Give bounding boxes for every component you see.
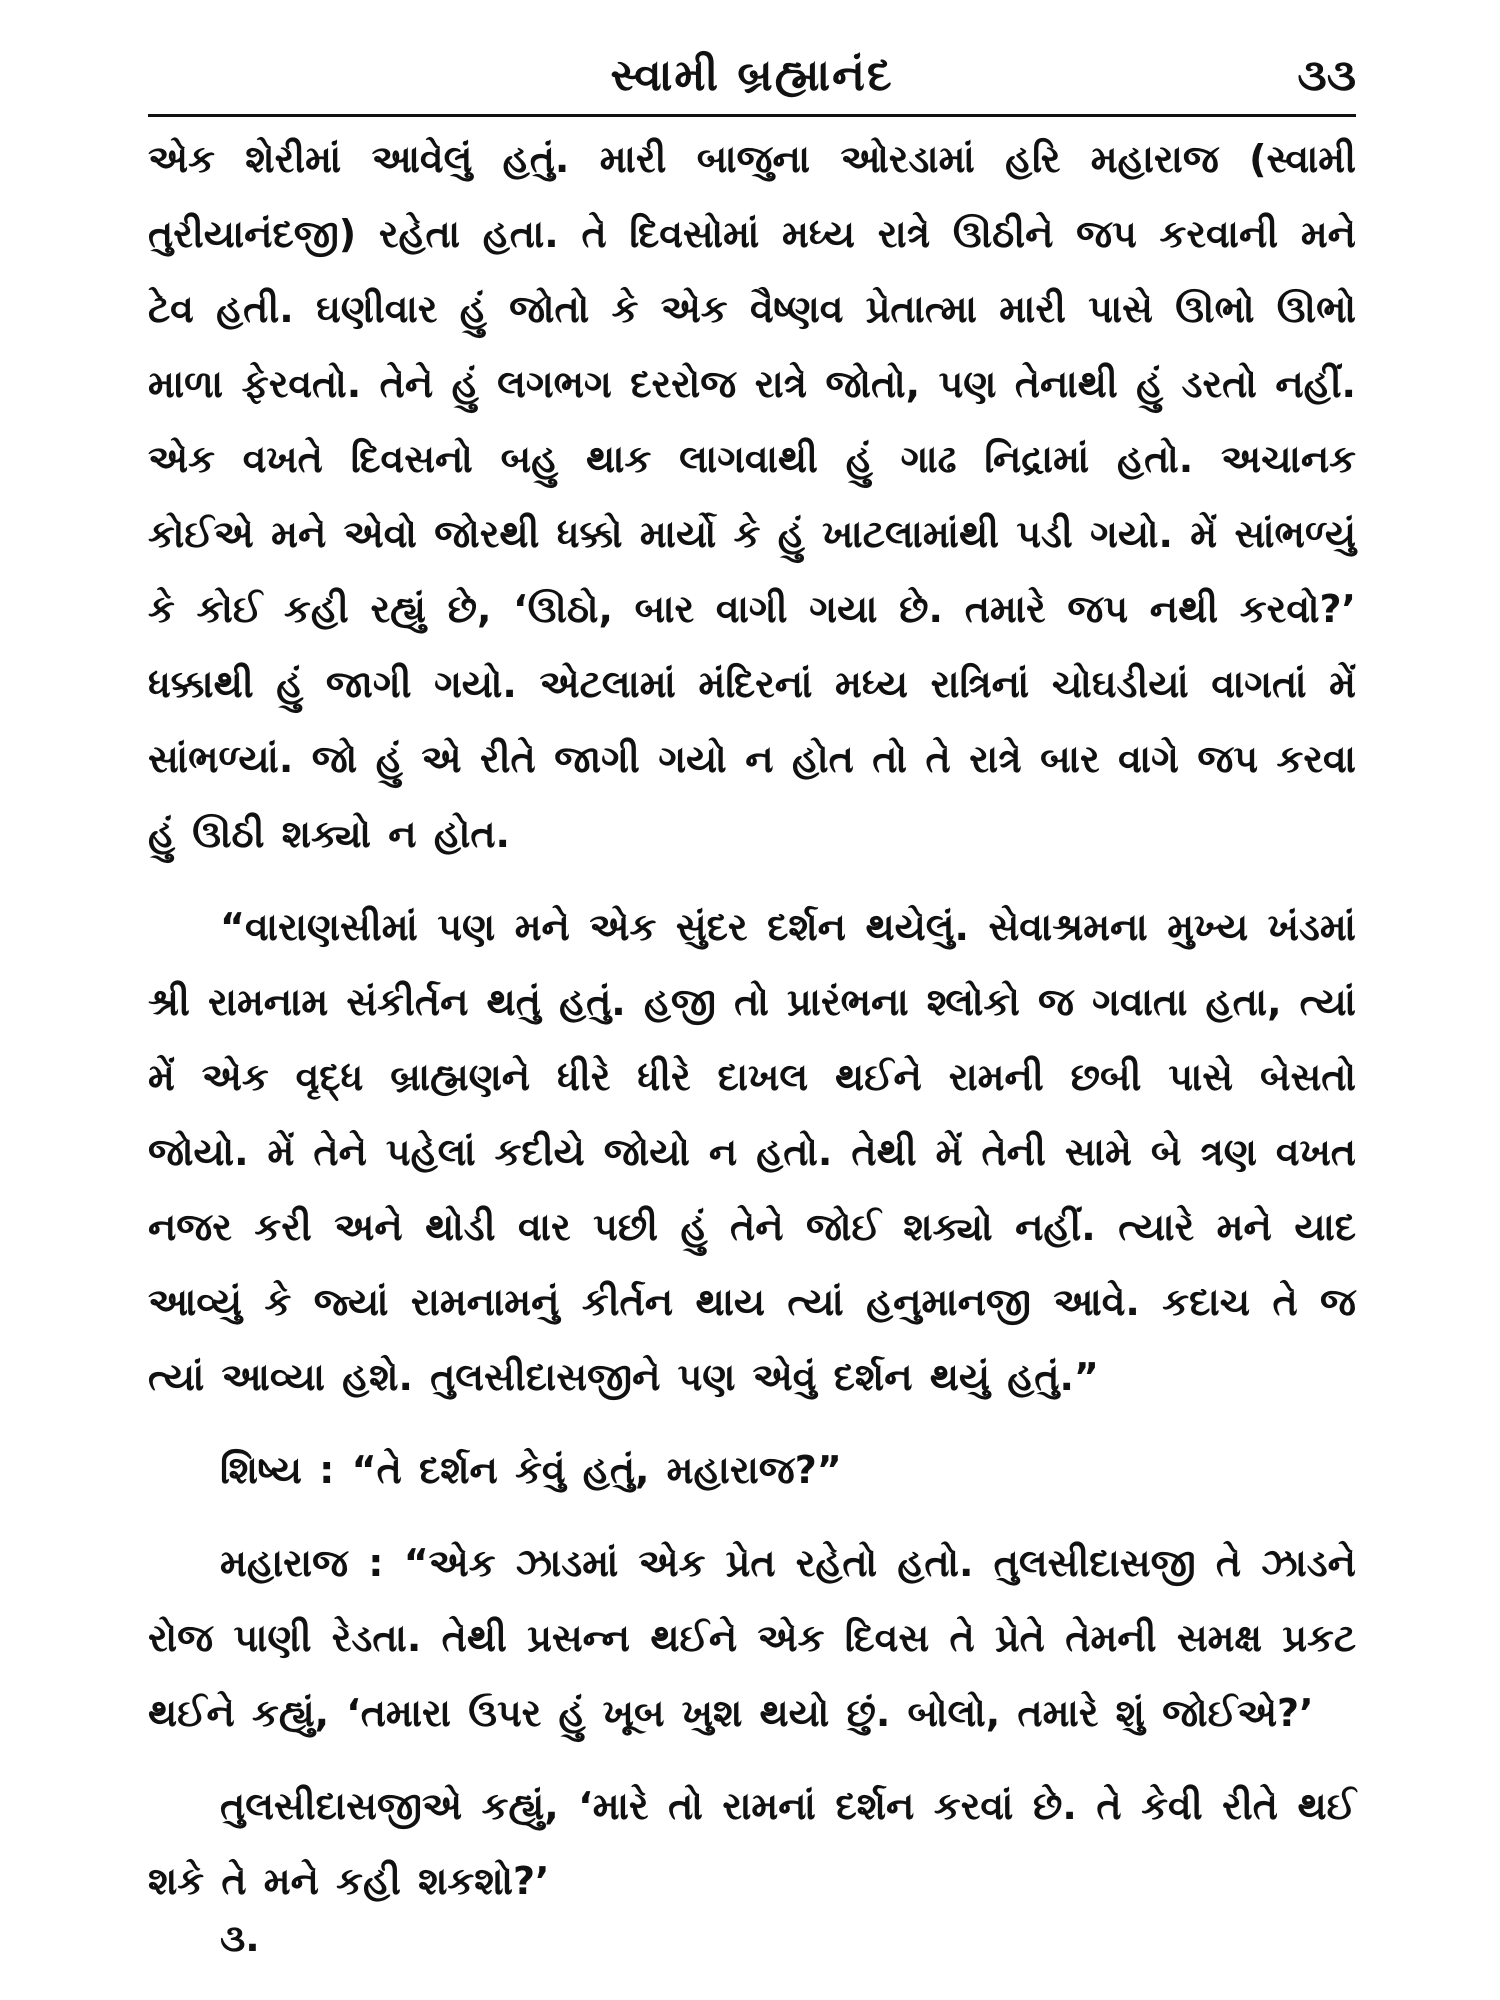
dialogue-text: “એક ઝાડમાં એક પ્રેત રહેતો હતો. તુલસીદાસજી તે ઝાડને રોજ પાણી રેડતા. તેથી પ્રસન્ન થઈને એક દિવસ તે પ્રેતે તેમની સમક્ષ પ્રકટ થઈને કહ્યું, ‘તમારા ઉપર હું ખૂબ ખુશ થયો છું. બોલો, તમારે શું જોઈએ?’	[148, 1541, 1356, 1735]
speaker-label: મહારાજ :	[220, 1541, 384, 1585]
paragraph-text: તુલસીદાસજીએ કહ્યું, ‘મારે તો રામનાં દર્શન કરવાં છે. તે કેવી રીતે થઈ શકે તે મને કહી શકશો?’	[148, 1784, 1356, 1903]
paragraph-tulsidas	[148, 1769, 1356, 1919]
dialogue-text: “તે દર્શન કેવું હતું, મહારાજ?”	[351, 1448, 842, 1492]
signature-mark: ૩.	[220, 1916, 260, 1960]
paragraph-text: એક શેરીમાં આવેલું હતું. મારી બાજુના ઓરડામાં હરિ મહારાજ (સ્વામી તુરીયાનંદજી) રહેતા હતા. તે દિવસોમાં મધ્ય રાત્રે ઊઠીને જપ કરવાની મને ટેવ હતી. ઘણીવાર હું જોતો કે એક વૈષ્ણવ પ્રેતાત્મા મારી પાસે ઊભો ઊભો માળા ફેરવતો. તેને હું લગભગ દરરોજ રાત્રે જોતો, પણ તેનાથી હું ડરતો નહીં. એક વખતે દિવસનો બહુ થાક લાગવાથી હું ગાઢ નિદ્રામાં હતો. અચાનક કોઈએ મને એવો જોરથી ધક્કો માર્યો કે હું ખાટલામાંથી પડી ગયો. મેં સાંભળ્યું કે કોઈ કહી રહ્યું છે, ‘ઊઠો, બાર વાગી ગયા છે. તમારે જપ નથી કરવો?’ ધક્કાથી હું જાગી ગયો. એટલામાં મંદિરનાં મધ્ય રાત્રિનાં ચોઘડીયાં વાગતાં મેં સાંભળ્યાં. જો હું એ રીતે જાગી ગયો ન હોત તો તે રાત્રે બાર વાગે જપ કરવા હું ઊઠી શક્યો ન હોત.	[148, 137, 1356, 856]
paragraph-text: “વારાણસીમાં પણ મને એક સુંદર દર્શન થયેલું. સેવાશ્રમના મુખ્ય ખંડમાં શ્રી રામનામ સંકીર્તન થતું હતું. હજી તો પ્રારંભના શ્લોકો જ ગવાતા હતા, ત્યાં મેં એક વૃદ્ધ બ્રાહ્મણને ધીરે ધીરે દાખલ થઈને રામની છબી પાસે બેસતો જોયો. મેં તેને પહેલાં કદીયે જોયો ન હતો. તેથી મેં તેની સામે બે ત્રણ વખત નજર કરી અને થોડી વાર પછી હું તેને જોઈ શક્યો નહીં. ત્યારે મને યાદ આવ્યું કે જ્યાં રામનામનું કીર્તન થાય ત્યાં હનુમાનજી આવે. કદાચ તે જ ત્યાં આવ્યા હશે. તુલસીદાસજીને પણ એવું દર્શન થયું હતું.”	[148, 905, 1356, 1399]
paragraph-continued	[148, 122, 1356, 872]
dialogue-disciple	[148, 1433, 1356, 1508]
speaker-label: શિષ્ય :	[220, 1448, 335, 1492]
header-divider	[148, 114, 1356, 117]
page-header	[148, 40, 1356, 112]
dialogue-maharaj	[148, 1526, 1356, 1751]
page-number: ૩૩	[1297, 50, 1356, 101]
running-title: સ્વામી બ્રહ્માનંદ	[610, 50, 894, 101]
page-body	[148, 122, 1356, 1919]
paragraph-varanasi	[148, 890, 1356, 1415]
